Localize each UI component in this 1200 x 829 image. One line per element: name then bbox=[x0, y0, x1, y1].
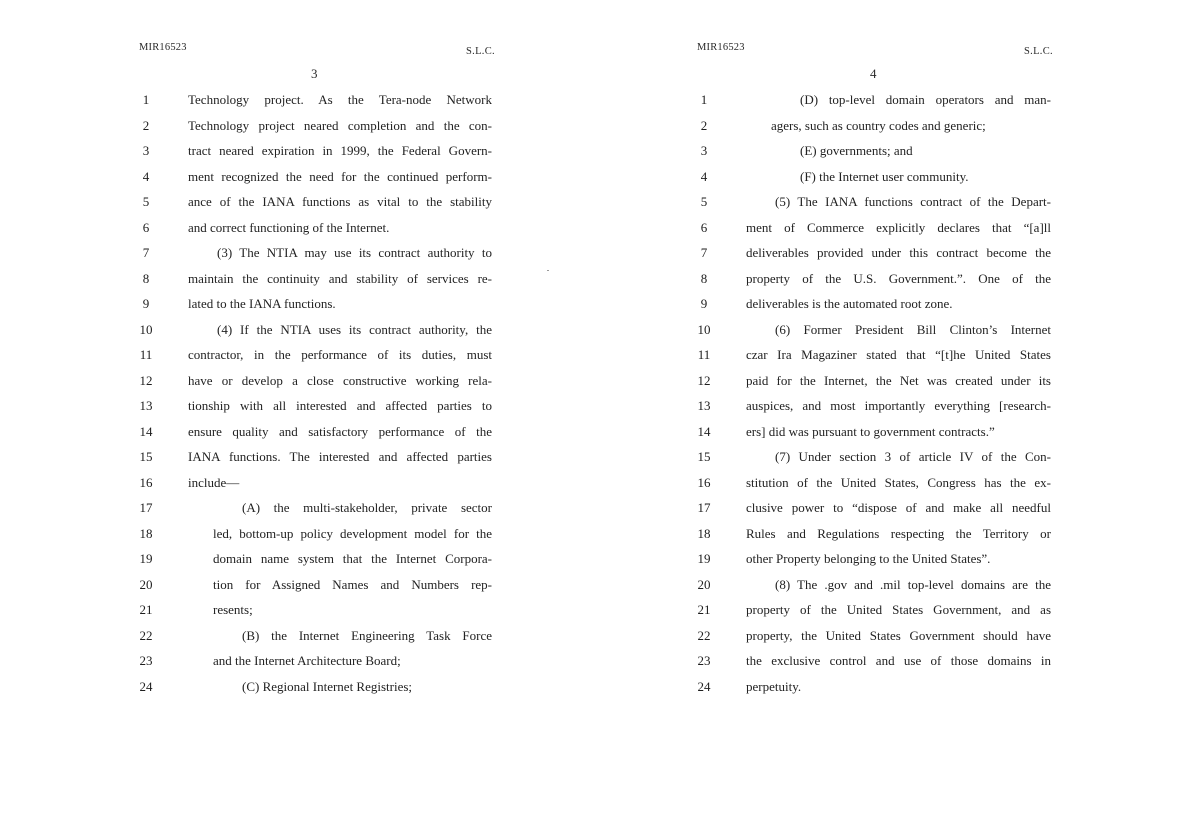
line-number: 5 bbox=[142, 194, 150, 209]
text-line bbox=[600, 89, 1200, 115]
line-text: agers, such as country codes and generic; bbox=[771, 117, 986, 133]
line-number: 18 bbox=[697, 525, 711, 541]
line-text: property of the United States Government, and as bbox=[746, 602, 1051, 617]
line-number: 7 bbox=[700, 245, 708, 260]
line-number: 10 bbox=[697, 321, 711, 337]
text-line bbox=[0, 319, 600, 345]
line-number: 22 bbox=[697, 627, 711, 643]
line-number: 21 bbox=[697, 602, 711, 617]
line-number: 24 bbox=[697, 678, 711, 694]
line-text: (D) top-level domain operators and man- bbox=[800, 92, 1051, 107]
line-number: 17 bbox=[697, 500, 711, 515]
line-text: ers] did was pursuant to government contracts.” bbox=[746, 423, 995, 439]
text-line bbox=[600, 344, 1200, 370]
text-line bbox=[600, 625, 1200, 651]
line-number: 17 bbox=[139, 500, 153, 515]
line-number: 21 bbox=[139, 602, 153, 617]
line-number: 16 bbox=[697, 474, 711, 490]
line-text: (A) the multi-stakeholder, private sector bbox=[242, 500, 492, 515]
line-text: czar Ira Magaziner stated that “[t]he United States bbox=[746, 347, 1051, 362]
line-text: stitution of the United States, Congress has the ex- bbox=[746, 474, 1051, 490]
line-text: (3) The NTIA may use its contract authority to bbox=[217, 245, 492, 260]
line-text: tionship with all interested and affected parties to bbox=[188, 398, 492, 413]
line-number: 23 bbox=[697, 653, 711, 668]
line-number: 3 bbox=[142, 143, 150, 158]
line-text: (8) The .gov and .mil top-level domains are the bbox=[775, 576, 1051, 592]
line-number: 8 bbox=[700, 270, 708, 286]
text-line bbox=[600, 599, 1200, 625]
line-number: 1 bbox=[700, 92, 708, 107]
line-number: 6 bbox=[142, 219, 150, 235]
page-number: 4 bbox=[870, 66, 877, 81]
line-text: (5) The IANA functions contract of the Depart- bbox=[775, 194, 1051, 209]
text-line bbox=[600, 140, 1200, 166]
line-text: maintain the continuity and stability of services re- bbox=[188, 270, 492, 286]
text-line bbox=[0, 115, 600, 141]
text-line bbox=[0, 599, 600, 625]
line-number: 5 bbox=[700, 194, 708, 209]
line-text: ensure quality and satisfactory performance of the bbox=[188, 423, 492, 439]
line-text: tion for Assigned Names and Numbers rep- bbox=[213, 576, 492, 592]
document-id: MIR16523 bbox=[697, 42, 745, 53]
line-number: 16 bbox=[139, 474, 153, 490]
line-text: auspices, and most importantly everything [research- bbox=[746, 398, 1051, 413]
page-number: 3 bbox=[311, 66, 318, 81]
line-text: (4) If the NTIA uses its contract authority, the bbox=[217, 321, 492, 337]
line-text: and correct functioning of the Internet. bbox=[188, 219, 390, 235]
line-number: 15 bbox=[697, 449, 711, 464]
line-text: include— bbox=[188, 474, 240, 490]
right-page bbox=[600, 0, 1200, 829]
text-line bbox=[600, 268, 1200, 294]
line-number: 3 bbox=[700, 143, 708, 158]
line-text: Technology project neared completion and the con- bbox=[188, 117, 492, 133]
line-number: 23 bbox=[139, 653, 153, 668]
line-text: deliverables is the automated root zone. bbox=[746, 296, 953, 311]
line-number: 6 bbox=[700, 219, 708, 235]
line-number: 22 bbox=[139, 627, 153, 643]
line-text: other Property belonging to the United States”. bbox=[746, 551, 991, 566]
line-number: 7 bbox=[142, 245, 150, 260]
line-text: (6) Former President Bill Clinton’s Internet bbox=[775, 321, 1051, 337]
text-line bbox=[0, 472, 600, 498]
line-number: 20 bbox=[697, 576, 711, 592]
line-number: 20 bbox=[139, 576, 153, 592]
line-list bbox=[0, 89, 600, 701]
scan-speck bbox=[547, 270, 549, 271]
text-line bbox=[600, 523, 1200, 549]
text-line bbox=[0, 191, 600, 217]
text-line bbox=[0, 166, 600, 192]
line-number: 4 bbox=[142, 168, 150, 184]
text-line bbox=[0, 625, 600, 651]
line-number: 1 bbox=[142, 92, 150, 107]
text-line bbox=[600, 166, 1200, 192]
text-line bbox=[600, 115, 1200, 141]
text-line bbox=[600, 497, 1200, 523]
text-line bbox=[0, 574, 600, 600]
text-line bbox=[0, 89, 600, 115]
text-line bbox=[600, 370, 1200, 396]
text-line bbox=[600, 472, 1200, 498]
line-text: Rules and Regulations respecting the Territory or bbox=[746, 525, 1051, 541]
text-line bbox=[0, 217, 600, 243]
line-number: 13 bbox=[139, 398, 153, 413]
line-number: 4 bbox=[700, 168, 708, 184]
text-line bbox=[0, 421, 600, 447]
text-line bbox=[600, 217, 1200, 243]
slc-marker: S.L.C. bbox=[466, 46, 495, 57]
text-line bbox=[600, 191, 1200, 217]
line-number: 11 bbox=[139, 347, 153, 362]
line-text: lated to the IANA functions. bbox=[188, 296, 336, 311]
text-line bbox=[0, 497, 600, 523]
text-line bbox=[0, 676, 600, 702]
text-line bbox=[0, 140, 600, 166]
line-text: property of the U.S. Government.”. One of the bbox=[746, 270, 1051, 286]
line-text: clusive power to “dispose of and make all needful bbox=[746, 500, 1051, 515]
line-number: 13 bbox=[697, 398, 711, 413]
text-line bbox=[600, 548, 1200, 574]
line-number: 19 bbox=[139, 551, 153, 566]
line-number: 14 bbox=[697, 423, 711, 439]
line-number: 12 bbox=[139, 372, 153, 388]
slc-marker: S.L.C. bbox=[1024, 46, 1053, 57]
text-line bbox=[0, 395, 600, 421]
document-id: MIR16523 bbox=[139, 42, 187, 53]
text-line bbox=[600, 676, 1200, 702]
line-text: deliverables provided under this contract become the bbox=[746, 245, 1051, 260]
line-text: property, the United States Government should have bbox=[746, 627, 1051, 643]
text-line bbox=[0, 344, 600, 370]
line-text: ment recognized the need for the continued perform- bbox=[188, 168, 492, 184]
line-text: ance of the IANA functions as vital to the stability bbox=[188, 194, 492, 209]
line-text: contractor, in the performance of its duties, must bbox=[188, 347, 492, 362]
text-line bbox=[0, 242, 600, 268]
line-number: 18 bbox=[139, 525, 153, 541]
line-text: domain name system that the Internet Corpora- bbox=[213, 551, 492, 566]
text-line bbox=[600, 446, 1200, 472]
line-number: 11 bbox=[697, 347, 711, 362]
text-line bbox=[600, 319, 1200, 345]
line-text: led, bottom-up policy development model for the bbox=[213, 525, 492, 541]
line-number: 2 bbox=[700, 117, 708, 133]
text-line bbox=[0, 370, 600, 396]
line-text: ment of Commerce explicitly declares that “[a]ll bbox=[746, 219, 1051, 235]
text-line bbox=[600, 395, 1200, 421]
line-text: perpetuity. bbox=[746, 678, 802, 694]
text-line bbox=[600, 650, 1200, 676]
line-number: 24 bbox=[139, 678, 153, 694]
line-text: IANA functions. The interested and affected parties bbox=[188, 449, 492, 464]
text-line bbox=[0, 293, 600, 319]
text-line bbox=[0, 446, 600, 472]
line-text: have or develop a close constructive working rela- bbox=[188, 372, 492, 388]
line-text: tract neared expiration in 1999, the Federal Govern- bbox=[188, 143, 492, 158]
line-number: 8 bbox=[142, 270, 150, 286]
line-text: and the Internet Architecture Board; bbox=[213, 653, 401, 668]
line-number: 19 bbox=[697, 551, 711, 566]
line-text: paid for the Internet, the Net was created under its bbox=[746, 372, 1051, 388]
text-line bbox=[600, 574, 1200, 600]
line-text: (B) the Internet Engineering Task Force bbox=[242, 627, 492, 643]
text-line bbox=[600, 242, 1200, 268]
text-line bbox=[0, 523, 600, 549]
line-number: 14 bbox=[139, 423, 153, 439]
text-line bbox=[0, 650, 600, 676]
line-text: (7) Under section 3 of article IV of the Con- bbox=[775, 449, 1051, 464]
line-list bbox=[600, 89, 1200, 701]
text-line bbox=[600, 293, 1200, 319]
line-number: 10 bbox=[139, 321, 153, 337]
line-text: (F) the Internet user community. bbox=[800, 168, 969, 184]
line-number: 9 bbox=[142, 296, 150, 311]
line-text: Technology project. As the Tera-node Network bbox=[188, 92, 492, 107]
line-number: 9 bbox=[700, 296, 708, 311]
line-text: resents; bbox=[213, 602, 253, 617]
text-line bbox=[0, 268, 600, 294]
line-number: 2 bbox=[142, 117, 150, 133]
line-number: 15 bbox=[139, 449, 153, 464]
line-text: (C) Regional Internet Registries; bbox=[242, 678, 413, 694]
text-line bbox=[600, 421, 1200, 447]
line-number: 12 bbox=[697, 372, 711, 388]
line-text: the exclusive control and use of those domains in bbox=[746, 653, 1051, 668]
text-line bbox=[0, 548, 600, 574]
line-text: (E) governments; and bbox=[800, 143, 913, 158]
